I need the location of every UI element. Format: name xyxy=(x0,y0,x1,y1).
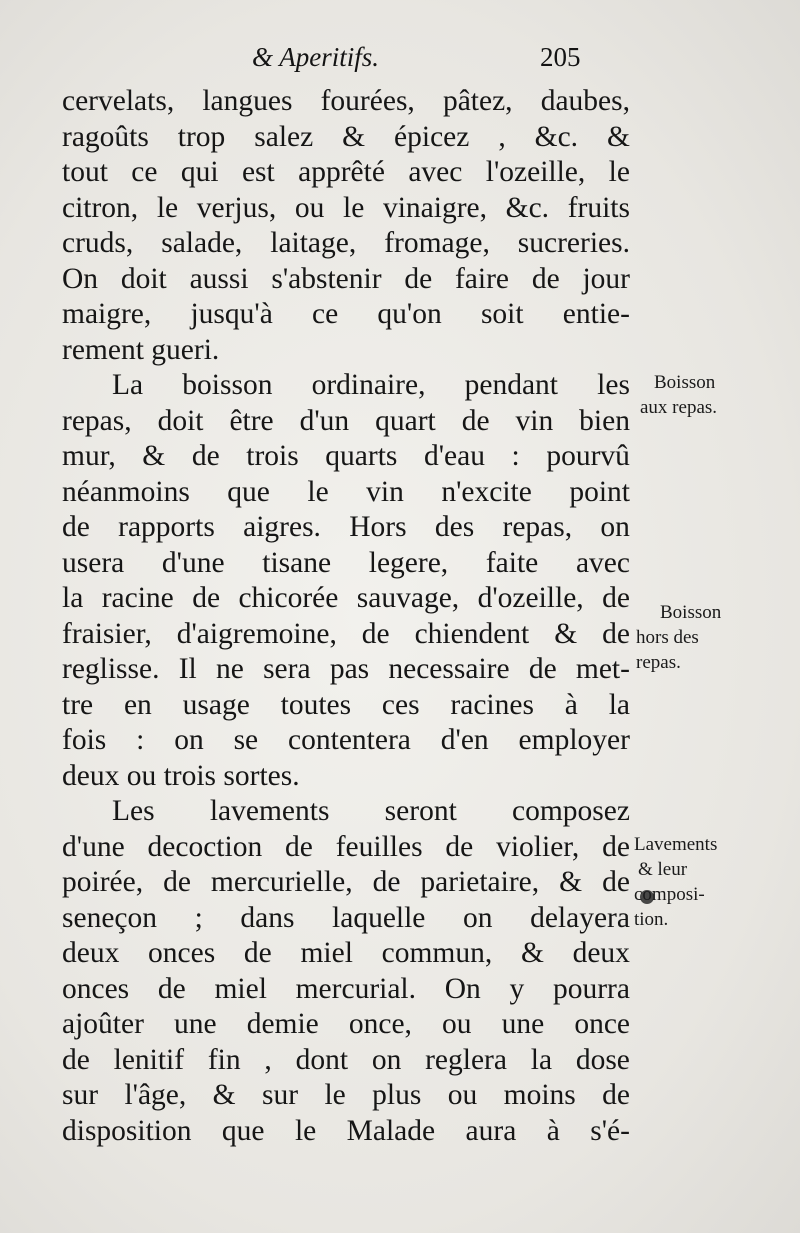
text-line: seneçon ; dans laquelle on delayera xyxy=(62,901,630,934)
margin-note-line: composi- xyxy=(634,884,705,905)
text-line: d'une decoction de feuilles de violier, de xyxy=(62,830,630,863)
margin-note-boisson-hors-repas xyxy=(636,600,721,675)
text-line: Les lavements seront composez xyxy=(112,795,630,827)
margin-note-line: Boisson xyxy=(654,372,716,393)
text-line: de rapports aigres. Hors des repas, on xyxy=(62,511,630,543)
body-text xyxy=(62,84,630,1149)
margin-note-lavements xyxy=(634,832,717,932)
text-line: disposition que le Malade aura à s'é- xyxy=(62,1114,630,1147)
text-line: cervelats, langues fourées, pâtez, daubes, xyxy=(62,85,630,117)
text-line: de lenitif fin , dont on reglera la dose xyxy=(62,1043,630,1076)
text-line: La boisson ordinaire, pendant les xyxy=(112,369,630,401)
text-line: tre en usage toutes ces racines à la xyxy=(62,688,630,721)
text-line: ragoûts trop salez & épicez , &c. & xyxy=(62,120,630,153)
running-head xyxy=(0,42,800,82)
text-line: reglisse. Il ne sera pas necessaire de met- xyxy=(62,653,630,685)
running-head-title: & Aperitifs. xyxy=(252,42,380,72)
text-line: deux ou trois sortes. xyxy=(62,759,300,792)
text-line: citron, le verjus, ou le vinaigre, &c. fruits xyxy=(62,191,630,224)
text-line: onces de miel mercurial. On y pourra xyxy=(62,972,630,1005)
text-line: ajoûter une demie once, ou une once xyxy=(62,1008,630,1040)
text-line: repas, doit être d'un quart de vin bien xyxy=(62,404,630,437)
text-line: néanmoins que le vin n'excite point xyxy=(62,475,630,508)
text-line: la racine de chicorée sauvage, d'ozeille, de xyxy=(62,582,630,614)
text-line: tout ce qui est apprêté avec l'ozeille, le xyxy=(62,156,630,188)
page-number: 205 xyxy=(540,42,581,72)
margin-note-line: Lavements xyxy=(634,834,718,855)
text-line: fraisier, d'aigremoine, de chiendent & de xyxy=(62,617,630,650)
margin-note-line: Boisson xyxy=(660,602,722,623)
text-line: fois : on se contentera d'en employer xyxy=(62,724,630,756)
text-line: sur l'âge, & sur le plus ou moins de xyxy=(62,1079,630,1111)
text-line: deux onces de miel commun, & deux xyxy=(62,937,630,969)
text-line: rement gueri. xyxy=(62,333,220,366)
text-line: mur, & de trois quarts d'eau : pourvû xyxy=(62,440,630,472)
text-line: usera d'une tisane legere, faite avec xyxy=(62,546,630,579)
text-line: On doit aussi s'abstenir de faire de jour xyxy=(62,262,630,295)
text-line: poirée, de mercurielle, de parietaire, & de xyxy=(62,866,630,898)
margin-note-line: repas. xyxy=(636,652,681,673)
margin-note-line: tion. xyxy=(634,909,669,930)
margin-note-line: & leur xyxy=(638,859,688,880)
margin-note-line: aux repas. xyxy=(640,397,718,418)
text-line: maigre, jusqu'à ce qu'on soit entie- xyxy=(62,298,630,330)
text-line: cruds, salade, laitage, fromage, sucreries. xyxy=(62,227,630,259)
margin-note-line: hors des xyxy=(636,627,699,648)
margin-note-boisson-repas xyxy=(640,370,717,420)
